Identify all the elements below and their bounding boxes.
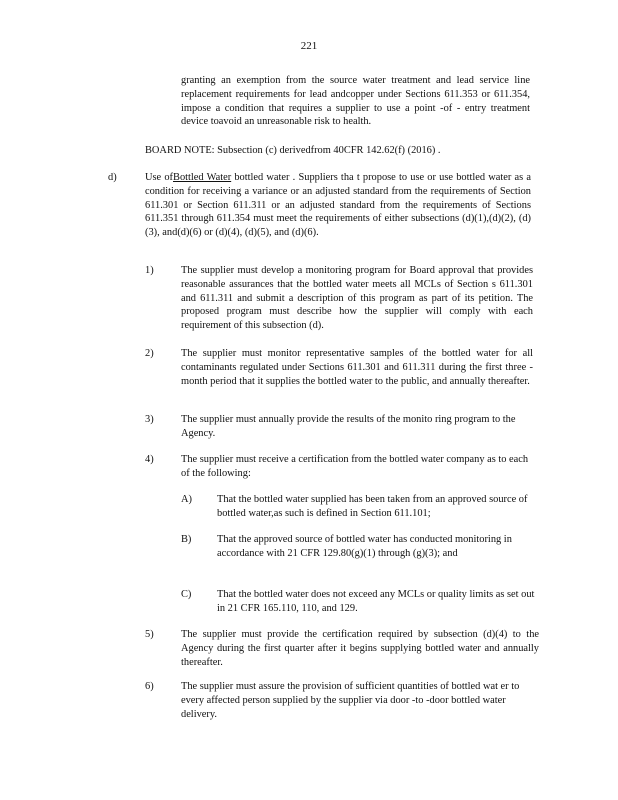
item-6-text: The supplier must assure the provision of sufficient quantities of bottled wat er to every affected person supplied by the supplier via door -to -door bottled water delivery. [181,681,520,720]
section-d-label: d) [108,172,117,183]
item-1-text: The supplier must develop a monitoring program for Board approval that provides reasonable assurances that the bottled water meets all MCLs of Section s 611.301 and 611.311 and submit a description of this program as part of its petition. The proposed program must describe how the supplier will comply with each requirement of this subsection (d). [181,265,533,332]
subitem-c-label: C) [181,589,192,600]
board-note: BOARD NOTE: Subsection (c) derivedfrom 40CFR 142.62(f) (2016) . [145,145,441,156]
subitem-a-text: That the bottled water supplied has been taken from an approved source of bottled water,as such is defined in Section 611.101; [217,494,528,519]
item-4-label: 4) [145,454,154,465]
item-5-text: The supplier must provide the certification required by subsection (d)(4) to the Agency during the first quarter after it begins supplying bottled water and annually thereafter. [181,629,539,668]
item-1-label: 1) [145,265,154,276]
item-2-label: 2) [145,348,154,359]
item-4-text: The supplier must receive a certification from the bottled water company as to each of the following: [181,454,529,479]
subitem-c-text: That the bottled water does not exceed any MCLs or quality limits as set out in 21 CFR 165.110, 110, and 129. [217,589,535,614]
section-d-body: bottled water . Suppliers tha t propose to use or use bottled water as a condition for receiving a variance or an adjusted standard from the requirements of Section 611.301 or Section 611.311 or an adjusted standard from the requirements of Sections 611.351 through 611.354 must meet the requirements of either subsections (d)(1),(d)(2), (d)(3), and(d)(6) or (d)(4), (d)(5), and (d)(6). [145,172,531,239]
item-5-label: 5) [145,629,154,640]
intro-paragraph: granting an exemption from the source water treatment and lead service line replacement requirements for lead andcopper under Sections 611.353 or 611.354, impose a condition that requires a supplier to use a point -of - entry treatment device toavoid an unreasonable risk to health. [181,75,530,128]
item-3-label: 3) [145,414,154,425]
section-d-heading: Bottled Water [173,172,232,183]
subitem-b-text: That the approved source of bottled water has conducted monitoring in accordance with 21 CFR 129.80(g)(1) through (g)(3); and [217,534,512,559]
page-number: 221 [300,40,318,52]
section-d-paragraph [145,171,531,240]
section-d-lead: Use of [145,172,174,183]
subitem-b-label: B) [181,534,192,545]
subitem-a-label: A) [181,494,192,505]
item-2-text: The supplier must monitor representative samples of the bottled water for all contaminants regulated under Sections 611.301 and 611.311 during the first three -month period that it supplies the bottled water to the public, and annually thereafter. [181,348,533,387]
item-3-text: The supplier must annually provide the results of the monito ring program to the Agency. [181,414,516,439]
item-6-label: 6) [145,681,154,692]
